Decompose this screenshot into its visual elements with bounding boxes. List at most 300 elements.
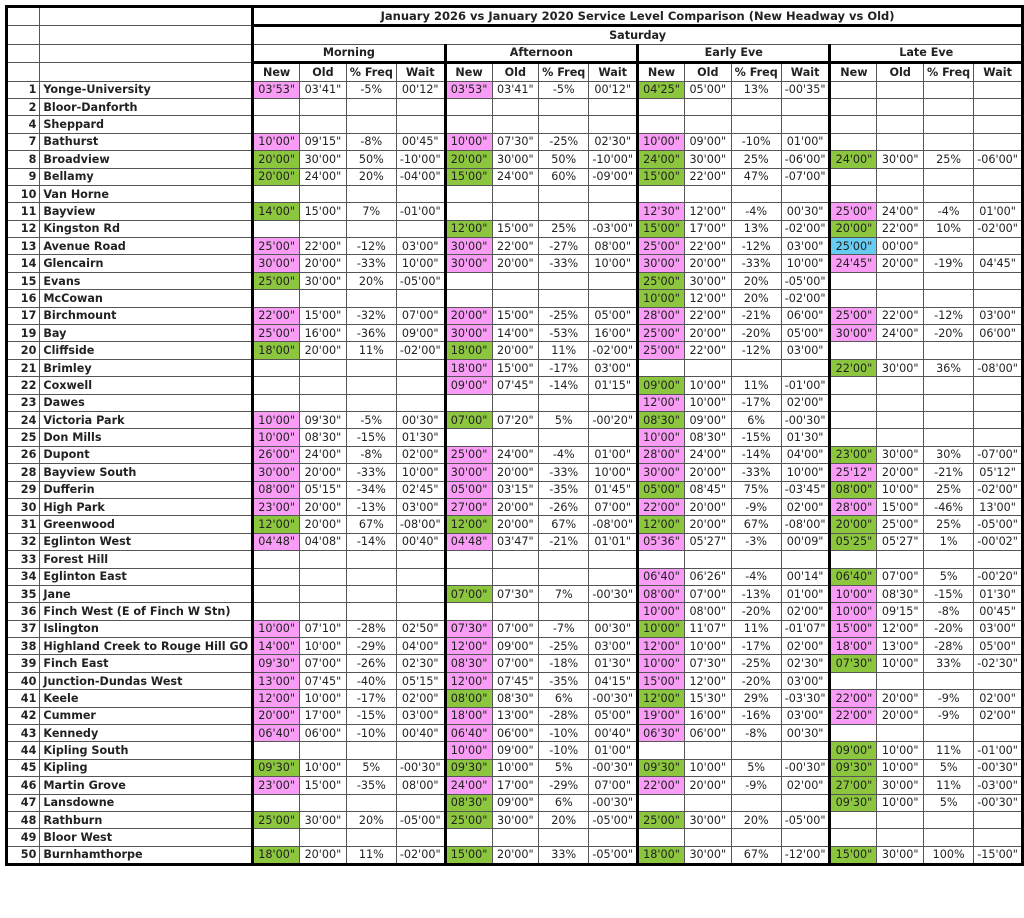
- old-headway-cell: 07'20": [492, 411, 539, 428]
- freq-change-cell: 67%: [731, 846, 781, 864]
- new-headway-cell: 25'00": [638, 238, 685, 255]
- old-headway-cell: 16'00": [684, 707, 731, 724]
- freq-change-cell: -35%: [346, 777, 396, 794]
- freq-change-cell: 20%: [731, 811, 781, 828]
- route-name: Kennedy: [40, 725, 253, 742]
- freq-change-cell: 50%: [346, 151, 396, 168]
- old-headway-cell: 22'00": [300, 238, 347, 255]
- new-headway-cell: [253, 359, 300, 376]
- new-headway-cell: [253, 290, 300, 307]
- new-headway-cell: 10'00": [253, 133, 300, 150]
- freq-change-cell: -20%: [731, 672, 781, 689]
- freq-change-cell: 25%: [731, 151, 781, 168]
- route-name: Bloor West: [40, 829, 253, 846]
- column-header: Old: [684, 63, 731, 81]
- old-headway-cell: 09'15": [877, 603, 924, 620]
- wait-change-cell: 04'00": [396, 638, 445, 655]
- wait-change-cell: [974, 185, 1023, 202]
- freq-change-cell: -29%: [539, 777, 589, 794]
- old-headway-cell: 24'00": [684, 446, 731, 463]
- route-name: Cliffside: [40, 342, 253, 359]
- wait-change-cell: 07'00": [589, 777, 638, 794]
- route-name: McCowan: [40, 290, 253, 307]
- freq-change-cell: -12%: [731, 238, 781, 255]
- new-headway-cell: 25'00": [638, 272, 685, 289]
- old-headway-cell: [877, 116, 924, 133]
- column-header: Old: [300, 63, 347, 81]
- route-name: Avenue Road: [40, 238, 253, 255]
- new-headway-cell: [830, 133, 877, 150]
- route-name: Bayview: [40, 203, 253, 220]
- new-headway-cell: [253, 377, 300, 394]
- old-headway-cell: 20'00": [492, 498, 539, 515]
- new-headway-cell: [830, 342, 877, 359]
- old-headway-cell: 22'00": [684, 307, 731, 324]
- new-headway-cell: [445, 429, 492, 446]
- wait-change-cell: [974, 394, 1023, 411]
- wait-change-cell: 03'00": [396, 238, 445, 255]
- old-headway-cell: [300, 794, 347, 811]
- freq-change-cell: [346, 98, 396, 115]
- wait-change-cell: 05'00": [589, 707, 638, 724]
- wait-change-cell: -02'00": [396, 342, 445, 359]
- table-row: [7, 446, 1023, 463]
- period-header: Late Eve: [830, 44, 1023, 62]
- route-number: 39: [7, 655, 40, 672]
- new-headway-cell: 25'00": [638, 811, 685, 828]
- wait-change-cell: 03'00": [781, 672, 830, 689]
- wait-change-cell: -00'30": [781, 411, 830, 428]
- route-number: 38: [7, 638, 40, 655]
- wait-change-cell: [974, 377, 1023, 394]
- new-headway-cell: [445, 116, 492, 133]
- old-headway-cell: 30'00": [684, 151, 731, 168]
- old-headway-cell: 09'00": [684, 133, 731, 150]
- wait-change-cell: [781, 829, 830, 846]
- old-headway-cell: 10'00": [300, 690, 347, 707]
- new-headway-cell: [253, 551, 300, 568]
- new-headway-cell: [638, 359, 685, 376]
- wait-change-cell: 08'00": [589, 238, 638, 255]
- route-number: 50: [7, 846, 40, 864]
- new-headway-cell: [830, 394, 877, 411]
- freq-change-cell: [539, 116, 589, 133]
- route-number: 8: [7, 151, 40, 168]
- wait-change-cell: [589, 429, 638, 446]
- new-headway-cell: 25'00": [830, 238, 877, 255]
- old-headway-cell: 14'00": [492, 325, 539, 342]
- freq-change-cell: -26%: [346, 655, 396, 672]
- old-headway-cell: 15'00": [877, 498, 924, 515]
- freq-change-cell: [346, 377, 396, 394]
- freq-change-cell: 11%: [346, 342, 396, 359]
- new-headway-cell: 12'00": [445, 638, 492, 655]
- wait-change-cell: [974, 411, 1023, 428]
- wait-change-cell: 10'00": [396, 255, 445, 272]
- new-headway-cell: [830, 81, 877, 98]
- new-headway-cell: 15'00": [830, 620, 877, 637]
- freq-change-cell: -4%: [539, 446, 589, 463]
- old-headway-cell: 09'30": [300, 411, 347, 428]
- table-row: [7, 464, 1023, 481]
- old-headway-cell: 20'00": [492, 342, 539, 359]
- wait-change-cell: 00'45": [396, 133, 445, 150]
- new-headway-cell: 08'00": [445, 690, 492, 707]
- new-headway-cell: 12'00": [253, 516, 300, 533]
- wait-change-cell: -00'30": [781, 759, 830, 776]
- old-headway-cell: 05'00": [684, 81, 731, 98]
- freq-change-cell: -8%: [346, 133, 396, 150]
- new-headway-cell: 09'30": [445, 759, 492, 776]
- old-headway-cell: 07'00": [877, 568, 924, 585]
- wait-change-cell: 04'45": [974, 255, 1023, 272]
- new-headway-cell: [830, 829, 877, 846]
- old-headway-cell: 10'00": [877, 794, 924, 811]
- old-headway-cell: 07'00": [492, 655, 539, 672]
- new-headway-cell: [830, 116, 877, 133]
- old-headway-cell: [492, 394, 539, 411]
- old-headway-cell: [684, 794, 731, 811]
- freq-change-cell: 50%: [539, 151, 589, 168]
- old-headway-cell: 10'00": [877, 655, 924, 672]
- route-name: Dawes: [40, 394, 253, 411]
- new-headway-cell: 12'00": [638, 516, 685, 533]
- wait-change-cell: 00'12": [589, 81, 638, 98]
- freq-change-cell: 29%: [731, 690, 781, 707]
- freq-change-cell: 11%: [731, 377, 781, 394]
- old-headway-cell: 09'15": [300, 133, 347, 150]
- old-headway-cell: [300, 116, 347, 133]
- old-headway-cell: 20'00": [877, 464, 924, 481]
- old-headway-cell: [492, 272, 539, 289]
- wait-change-cell: 00'30": [589, 620, 638, 637]
- freq-change-cell: -33%: [346, 255, 396, 272]
- wait-change-cell: -05'00": [589, 846, 638, 864]
- old-headway-cell: [492, 203, 539, 220]
- old-headway-cell: 08'45": [684, 481, 731, 498]
- route-number: 30: [7, 498, 40, 515]
- route-number: 12: [7, 220, 40, 237]
- freq-change-cell: 11%: [924, 777, 974, 794]
- freq-change-cell: [346, 568, 396, 585]
- freq-change-cell: -29%: [346, 638, 396, 655]
- freq-change-cell: [539, 429, 589, 446]
- wait-change-cell: 02'45": [396, 481, 445, 498]
- freq-change-cell: -36%: [346, 325, 396, 342]
- new-headway-cell: 12'00": [638, 394, 685, 411]
- wait-change-cell: -00'30": [396, 759, 445, 776]
- freq-change-cell: [924, 185, 974, 202]
- freq-change-cell: 33%: [539, 846, 589, 864]
- wait-change-cell: [396, 585, 445, 602]
- column-header: Wait: [781, 63, 830, 81]
- freq-change-cell: [924, 98, 974, 115]
- old-headway-cell: 20'00": [684, 498, 731, 515]
- freq-change-cell: -20%: [731, 325, 781, 342]
- freq-change-cell: 5%: [731, 759, 781, 776]
- new-headway-cell: 10'00": [830, 585, 877, 602]
- new-headway-cell: [638, 116, 685, 133]
- new-headway-cell: [253, 116, 300, 133]
- old-headway-cell: [877, 133, 924, 150]
- freq-change-cell: [924, 551, 974, 568]
- new-headway-cell: 10'00": [445, 742, 492, 759]
- route-number: 46: [7, 777, 40, 794]
- route-name: Bayview South: [40, 464, 253, 481]
- old-headway-cell: 24'00": [300, 168, 347, 185]
- new-headway-cell: 25'00": [638, 325, 685, 342]
- freq-change-cell: -17%: [539, 359, 589, 376]
- table-row: [7, 81, 1023, 98]
- route-name: Kipling South: [40, 742, 253, 759]
- old-headway-cell: [684, 185, 731, 202]
- wait-change-cell: [781, 116, 830, 133]
- new-headway-cell: 09'30": [830, 794, 877, 811]
- freq-change-cell: [731, 185, 781, 202]
- wait-change-cell: -06'00": [974, 151, 1023, 168]
- old-headway-cell: 30'00": [300, 272, 347, 289]
- freq-change-cell: -9%: [731, 498, 781, 515]
- freq-change-cell: -33%: [346, 464, 396, 481]
- wait-change-cell: -05'00": [589, 811, 638, 828]
- new-headway-cell: 06'40": [830, 568, 877, 585]
- freq-change-cell: [539, 185, 589, 202]
- freq-change-cell: 67%: [539, 516, 589, 533]
- freq-change-cell: [346, 742, 396, 759]
- old-headway-cell: 15'30": [684, 690, 731, 707]
- freq-change-cell: 1%: [924, 533, 974, 550]
- route-number: 20: [7, 342, 40, 359]
- wait-change-cell: -02'00": [396, 846, 445, 864]
- wait-change-cell: -15'00": [974, 846, 1023, 864]
- period-header: Afternoon: [445, 44, 637, 62]
- old-headway-cell: 20'00": [492, 846, 539, 864]
- wait-change-cell: 03'00": [589, 638, 638, 655]
- old-headway-cell: [684, 98, 731, 115]
- route-number: 1: [7, 81, 40, 98]
- old-headway-cell: [684, 742, 731, 759]
- wait-change-cell: 03'00": [974, 307, 1023, 324]
- new-headway-cell: 10'00": [830, 603, 877, 620]
- new-headway-cell: 09'00": [638, 377, 685, 394]
- route-name: Cummer: [40, 707, 253, 724]
- freq-change-cell: -5%: [346, 81, 396, 98]
- freq-change-cell: -12%: [731, 342, 781, 359]
- wait-change-cell: [974, 81, 1023, 98]
- table-row: [7, 377, 1023, 394]
- new-headway-cell: 22'00": [638, 498, 685, 515]
- new-headway-cell: 03'53": [253, 81, 300, 98]
- old-headway-cell: [877, 672, 924, 689]
- old-headway-cell: 07'10": [300, 620, 347, 637]
- old-headway-cell: 06'00": [684, 725, 731, 742]
- old-headway-cell: [300, 568, 347, 585]
- column-header: % Freq: [346, 63, 396, 81]
- old-headway-cell: 20'00": [300, 255, 347, 272]
- old-headway-cell: 03'41": [492, 81, 539, 98]
- old-headway-cell: 10'00": [877, 759, 924, 776]
- new-headway-cell: 25'00": [638, 342, 685, 359]
- new-headway-cell: 30'00": [638, 255, 685, 272]
- new-headway-cell: 15'00": [445, 846, 492, 864]
- freq-change-cell: 20%: [346, 811, 396, 828]
- freq-change-cell: -12%: [346, 238, 396, 255]
- wait-change-cell: [396, 742, 445, 759]
- old-headway-cell: [300, 585, 347, 602]
- wait-change-cell: [589, 203, 638, 220]
- column-header: Old: [492, 63, 539, 81]
- wait-change-cell: -08'00": [781, 516, 830, 533]
- wait-change-cell: [396, 829, 445, 846]
- new-headway-cell: 30'00": [253, 464, 300, 481]
- new-headway-cell: 20'00": [830, 516, 877, 533]
- freq-change-cell: 5%: [924, 794, 974, 811]
- wait-change-cell: [974, 429, 1023, 446]
- route-number: 13: [7, 238, 40, 255]
- wait-change-cell: -07'00": [781, 168, 830, 185]
- freq-change-cell: [539, 551, 589, 568]
- freq-change-cell: [346, 794, 396, 811]
- table-row: [7, 151, 1023, 168]
- table-row: [7, 690, 1023, 707]
- wait-change-cell: -03'45": [781, 481, 830, 498]
- route-number: 35: [7, 585, 40, 602]
- freq-change-cell: -33%: [731, 255, 781, 272]
- old-headway-cell: 15'00": [300, 307, 347, 324]
- wait-change-cell: -07'00": [974, 446, 1023, 463]
- freq-change-cell: [924, 81, 974, 98]
- freq-change-cell: 67%: [346, 516, 396, 533]
- new-headway-cell: 18'00": [253, 342, 300, 359]
- wait-change-cell: -10'00": [589, 151, 638, 168]
- new-headway-cell: 23'00": [253, 777, 300, 794]
- freq-change-cell: -13%: [346, 498, 396, 515]
- freq-change-cell: -13%: [731, 585, 781, 602]
- old-headway-cell: [492, 829, 539, 846]
- route-name: Eglinton East: [40, 568, 253, 585]
- new-headway-cell: [253, 185, 300, 202]
- old-headway-cell: [300, 829, 347, 846]
- wait-change-cell: 02'00": [974, 690, 1023, 707]
- freq-change-cell: -28%: [539, 707, 589, 724]
- freq-change-cell: [346, 359, 396, 376]
- route-number: 43: [7, 725, 40, 742]
- new-headway-cell: [638, 185, 685, 202]
- wait-change-cell: 06'00": [974, 325, 1023, 342]
- old-headway-cell: 30'00": [492, 151, 539, 168]
- old-headway-cell: 30'00": [877, 777, 924, 794]
- old-headway-cell: 08'30": [684, 429, 731, 446]
- new-headway-cell: 25'00": [253, 238, 300, 255]
- freq-change-cell: -28%: [346, 620, 396, 637]
- route-name: Don Mills: [40, 429, 253, 446]
- route-name: Coxwell: [40, 377, 253, 394]
- old-headway-cell: 07'00": [300, 655, 347, 672]
- new-headway-cell: 10'00": [253, 411, 300, 428]
- freq-change-cell: -9%: [731, 777, 781, 794]
- table-row: [7, 742, 1023, 759]
- new-headway-cell: 10'00": [253, 620, 300, 637]
- old-headway-cell: 30'00": [684, 846, 731, 864]
- route-number: 16: [7, 290, 40, 307]
- new-headway-cell: 07'30": [830, 655, 877, 672]
- route-name: Junction-Dundas West: [40, 672, 253, 689]
- freq-change-cell: 100%: [924, 846, 974, 864]
- old-headway-cell: 20'00": [684, 777, 731, 794]
- new-headway-cell: 22'00": [638, 777, 685, 794]
- wait-change-cell: 02'00": [396, 690, 445, 707]
- freq-change-cell: -33%: [731, 464, 781, 481]
- table-row: [7, 707, 1023, 724]
- old-headway-cell: 20'00": [684, 325, 731, 342]
- table-row: [7, 272, 1023, 289]
- freq-change-cell: 25%: [924, 516, 974, 533]
- route-name: Greenwood: [40, 516, 253, 533]
- freq-change-cell: [924, 829, 974, 846]
- wait-change-cell: -05'00": [781, 811, 830, 828]
- table-row: [7, 638, 1023, 655]
- wait-change-cell: -00'30": [589, 585, 638, 602]
- freq-change-cell: -14%: [346, 533, 396, 550]
- new-headway-cell: 12'00": [638, 638, 685, 655]
- table-row: [7, 829, 1023, 846]
- new-headway-cell: 28'00": [830, 498, 877, 515]
- freq-change-cell: [924, 238, 974, 255]
- column-header: New: [638, 63, 685, 81]
- route-number: 26: [7, 446, 40, 463]
- old-headway-cell: 22'00": [492, 238, 539, 255]
- corner-cell: [40, 26, 253, 44]
- wait-change-cell: -02'00": [974, 220, 1023, 237]
- old-headway-cell: [877, 411, 924, 428]
- route-name: Finch East: [40, 655, 253, 672]
- wait-change-cell: [781, 185, 830, 202]
- wait-change-cell: -08'00": [396, 516, 445, 533]
- route-number: 42: [7, 707, 40, 724]
- new-headway-cell: 25'00": [830, 203, 877, 220]
- route-name: Glencairn: [40, 255, 253, 272]
- route-number: 36: [7, 603, 40, 620]
- old-headway-cell: [877, 829, 924, 846]
- wait-change-cell: 16'00": [589, 325, 638, 342]
- old-headway-cell: [684, 551, 731, 568]
- new-headway-cell: [445, 394, 492, 411]
- new-headway-cell: [830, 290, 877, 307]
- wait-change-cell: -00'20": [974, 568, 1023, 585]
- wait-change-cell: 10'00": [589, 255, 638, 272]
- new-headway-cell: 08'30": [638, 411, 685, 428]
- table-row: [7, 620, 1023, 637]
- old-headway-cell: [300, 290, 347, 307]
- freq-change-cell: -7%: [539, 620, 589, 637]
- column-header: New: [445, 63, 492, 81]
- new-headway-cell: 30'00": [445, 255, 492, 272]
- route-number: 33: [7, 551, 40, 568]
- freq-change-cell: [346, 551, 396, 568]
- freq-change-cell: [924, 342, 974, 359]
- new-headway-cell: 30'00": [445, 464, 492, 481]
- wait-change-cell: 02'50": [396, 620, 445, 637]
- wait-change-cell: -09'00": [589, 168, 638, 185]
- route-number: 31: [7, 516, 40, 533]
- old-headway-cell: 05'27": [684, 533, 731, 550]
- old-headway-cell: [877, 551, 924, 568]
- freq-change-cell: -15%: [346, 707, 396, 724]
- new-headway-cell: 10'00": [638, 133, 685, 150]
- new-headway-cell: 24'00": [830, 151, 877, 168]
- route-name: Martin Grove: [40, 777, 253, 794]
- new-headway-cell: [638, 742, 685, 759]
